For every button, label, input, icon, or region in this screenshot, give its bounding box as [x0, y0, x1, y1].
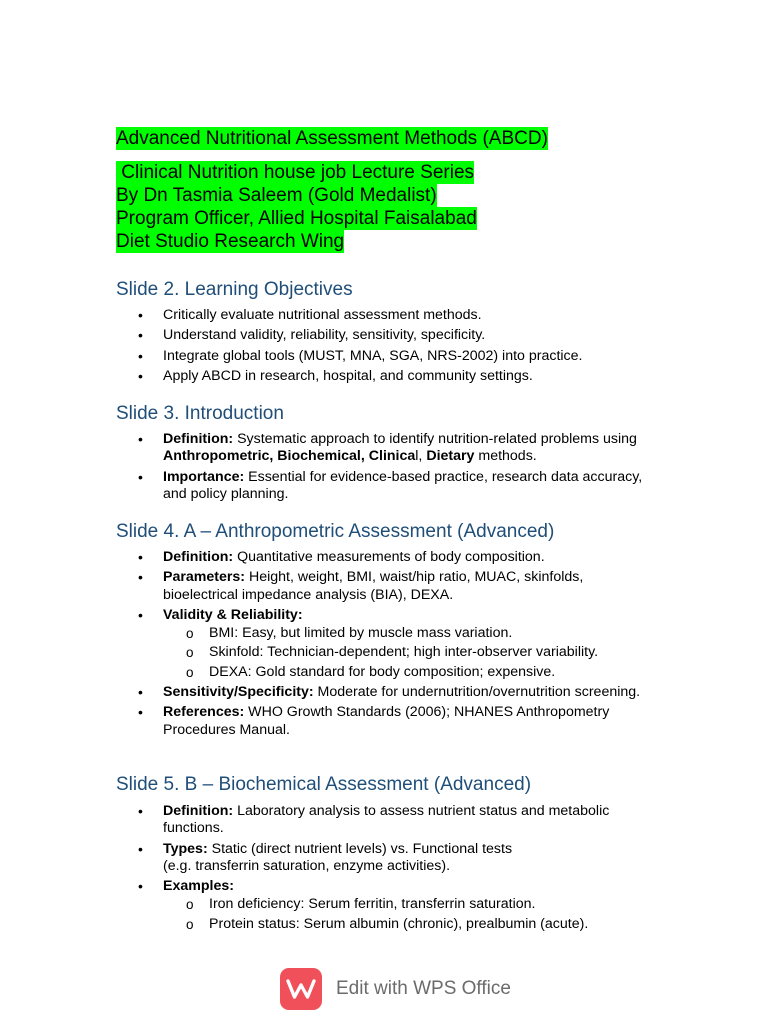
examples-label: Examples:	[163, 878, 234, 895]
slide3-list	[163, 431, 658, 506]
parameters-label: Parameters:	[163, 569, 246, 586]
definition-text: Quantitative measurements of body composition.	[233, 549, 545, 565]
types-text: (e.g. transferrin saturation, enzyme activities).	[163, 857, 451, 874]
importance-text: Essential for evidence-based practice, research data accuracy, and policy planning.	[163, 468, 643, 502]
list-item: • Apply ABCD in research, hospital, and community settings.	[163, 368, 658, 385]
dietary-bold-text: Dietary	[426, 448, 475, 465]
definition-item	[163, 431, 658, 465]
list-item: • Understand validity, reliability, sensitivity, specificity.	[163, 327, 658, 344]
examples-item	[163, 878, 658, 933]
wps-label: Edit with WPS Office	[336, 978, 511, 999]
organization-line: Diet Studio Research Wing	[116, 231, 345, 252]
parameters-text: Height, weight, BMI, waist/hip ratio, MUAC, skinfolds, bioelectrical impedance analysis (BIA), DEXA.	[163, 569, 584, 603]
sub-list-item: o Iron deficiency: Serum ferritin, transferrin saturation.	[209, 896, 658, 913]
sub-list-item: o Skinfold: Technician-dependent; high inter-observer variability.	[209, 644, 658, 661]
definition-item	[163, 549, 658, 566]
sub-list-item: o BMI: Easy, but limited by muscle mass variation.	[209, 625, 658, 642]
validity-sublist	[209, 625, 658, 681]
definition-text: Laboratory analysis to assess nutrient status and metabolic functions.	[163, 803, 610, 837]
slide2-objectives-list	[163, 307, 658, 389]
list-item: • Critically evaluate nutritional assessment methods.	[163, 307, 658, 324]
definition-label: Definition:	[163, 549, 234, 565]
sub-list-item: o Protein status: Serum albumin (chronic), prealbumin (acute).	[209, 916, 658, 933]
slide2-heading: Slide 2. Learning Objectives	[116, 279, 353, 300]
definition-text: l,	[415, 448, 427, 465]
edit-with-wps-button[interactable]	[280, 968, 511, 1010]
list-item: • Integrate global tools (MUST, MNA, SGA, NRS-2002) into practice.	[163, 348, 658, 365]
references-item	[163, 704, 658, 738]
slide5-list	[163, 803, 658, 936]
types-item	[163, 841, 658, 875]
document-title: Advanced Nutritional Assessment Methods (ABCD)	[116, 128, 548, 149]
sensitivity-text: Moderate for undernutrition/overnutrition screening.	[313, 683, 641, 700]
slide5-heading: Slide 5. B – Biochemical Assessment (Advanced)	[116, 774, 532, 795]
sensitivity-item	[163, 684, 658, 701]
types-text: Static (direct nutrient levels) vs. Functional tests	[207, 840, 513, 857]
sensitivity-label: Sensitivity/Specificity:	[163, 683, 314, 700]
references-text: WHO Growth Standards (2006); NHANES Anthropometry Procedures Manual.	[163, 704, 610, 738]
parameters-item	[163, 569, 658, 603]
position-line: Program Officer, Allied Hospital Faisalabad	[116, 208, 477, 229]
importance-label: Importance:	[163, 468, 245, 485]
importance-item	[163, 469, 658, 503]
definition-label: Definition:	[163, 431, 234, 447]
wps-w-icon	[280, 968, 322, 1010]
sub-list-item: o DEXA: Gold standard for body composition; expensive.	[209, 664, 658, 681]
title-block	[116, 127, 676, 253]
definition-text: Systematic approach to identify nutrition-related problems using	[233, 431, 637, 447]
author-line: By Dn Tasmia Saleem (Gold Medalist)	[116, 185, 437, 206]
references-label: References:	[163, 704, 245, 721]
methods-bold-text: Anthropometric, Biochemical, Clinica	[163, 448, 416, 465]
slide4-heading: Slide 4. A – Anthropometric Assessment (Advanced)	[116, 521, 555, 542]
definition-item	[163, 803, 658, 837]
types-label: Types:	[163, 840, 208, 857]
validity-item	[163, 607, 658, 681]
definition-label: Definition:	[163, 803, 234, 819]
slide4-list	[163, 549, 658, 742]
examples-sublist	[209, 896, 658, 932]
definition-text: methods.	[474, 448, 537, 465]
slide3-heading: Slide 3. Introduction	[116, 403, 284, 424]
validity-label: Validity & Reliability:	[163, 606, 303, 623]
lecture-series-line: Clinical Nutrition house job Lecture Series	[116, 162, 475, 183]
